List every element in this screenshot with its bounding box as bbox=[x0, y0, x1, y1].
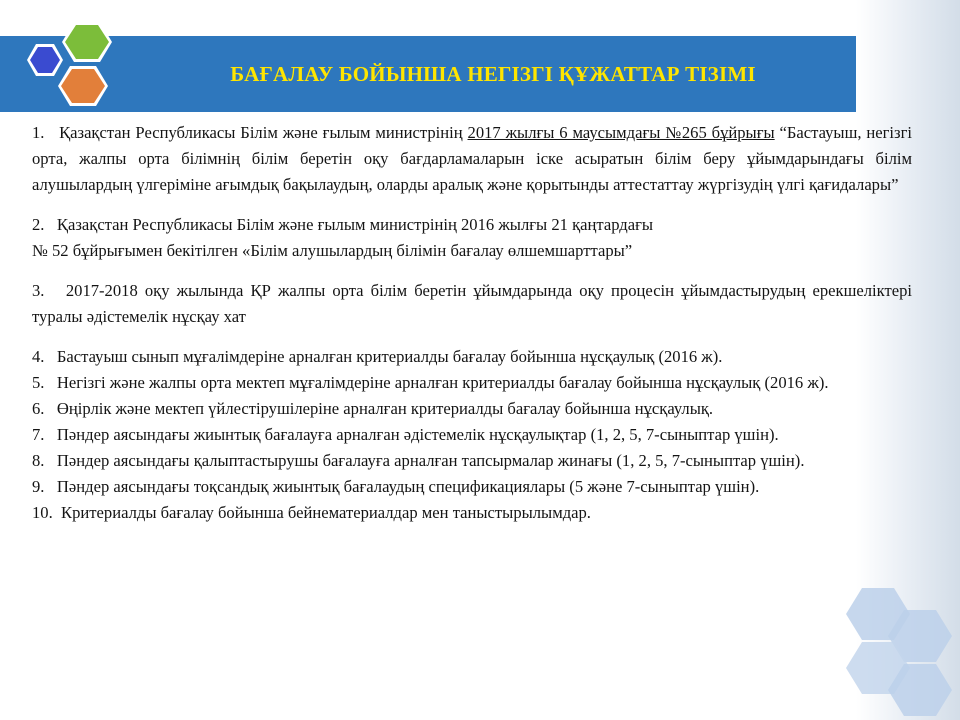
item-number: 2. bbox=[32, 215, 45, 234]
item-number: 1. bbox=[32, 123, 45, 142]
list-item bbox=[32, 448, 912, 474]
list-item bbox=[32, 212, 912, 264]
item-prefix: Қазақстан Республикасы Білім және ғылым министрінің bbox=[59, 123, 468, 142]
list-item bbox=[32, 370, 912, 396]
document-list bbox=[32, 120, 912, 526]
list-item bbox=[32, 278, 912, 330]
item-text: Пәндер аясындағы тоқсандық жиынтық бағалаудың спецификациялары (5 және 7-сыныптар үшін). bbox=[56, 477, 760, 496]
item-text: “Бастауыш, негізгі орта, жалпы орта білімнің білім беретін оқу бағдарламаларын іске асыратын білім беру ұйымдарындағы білім алушылардың үлгеріміне ағымдық бақылаудың, оларды аралық және қорытынды аттестаттау жүргізудің үлгі қағидалары” bbox=[32, 123, 913, 194]
item-number: 6. bbox=[32, 399, 45, 418]
item-number: 8. bbox=[32, 451, 45, 470]
item-text: Негізгі және жалпы орта мектеп мұғалімдеріне арналған критериалды бағалау бойынша нұсқаулық (2016 ж). bbox=[56, 373, 829, 392]
item-text: Бастауыш сынып мұғалімдеріне арналған критериалды бағалау бойынша нұсқаулық (2016 ж). bbox=[56, 347, 723, 366]
item-text: Критериалды бағалау бойынша бейнематериалдар мен таныстырылымдар. bbox=[61, 503, 591, 522]
list-item bbox=[32, 396, 912, 422]
item-number: 4. bbox=[32, 347, 45, 366]
order-reference-link[interactable]: 2017 жылғы 6 маусымдағы №265 бұйрығы bbox=[467, 123, 775, 142]
hexagon-logo-icon bbox=[8, 20, 128, 116]
page-title: БАҒАЛАУ БОЙЫНША НЕГІЗГІ ҚҰЖАТТАР ТІЗІМІ bbox=[230, 61, 756, 86]
list-item bbox=[32, 120, 912, 198]
list-item bbox=[32, 422, 912, 448]
item-text: Өңірлік және мектеп үйлестірушілеріне арналған критериалды бағалау бойынша нұсқаулық. bbox=[56, 399, 714, 418]
item-text: № 52 бұйрығымен бекітілген «Білім алушылардың білімін бағалау өлшемшарттары” bbox=[32, 241, 633, 260]
item-text: 2017-2018 оқу жылында ҚР жалпы орта білім беретін ұйымдарында оқу процесін ұйымдастырудың ерекшеліктері туралы әдістемелік нұсқау хат bbox=[32, 281, 912, 326]
item-text: Пәндер аясындағы қалыптастырушы бағалауға арналған тапсырмалар жинағы (1, 2, 5, 7-сыныптар үшін). bbox=[56, 451, 805, 470]
item-number: 9. bbox=[32, 477, 45, 496]
item-number: 3. bbox=[32, 281, 45, 300]
item-number: 5. bbox=[32, 373, 45, 392]
item-number: 10. bbox=[32, 503, 53, 522]
item-number: 7. bbox=[32, 425, 45, 444]
list-item bbox=[32, 344, 912, 370]
list-item bbox=[32, 474, 912, 500]
decorative-hexagons-icon bbox=[808, 580, 960, 720]
item-text: Пәндер аясындағы жиынтық бағалауға арналған әдістемелік нұсқаулықтар (1, 2, 5, 7-сыныптар үшін). bbox=[56, 425, 779, 444]
list-item bbox=[32, 500, 912, 526]
item-text: Қазақстан Республикасы Білім және ғылым министрінің 2016 жылғы 21 қаңтардағы bbox=[56, 215, 654, 234]
